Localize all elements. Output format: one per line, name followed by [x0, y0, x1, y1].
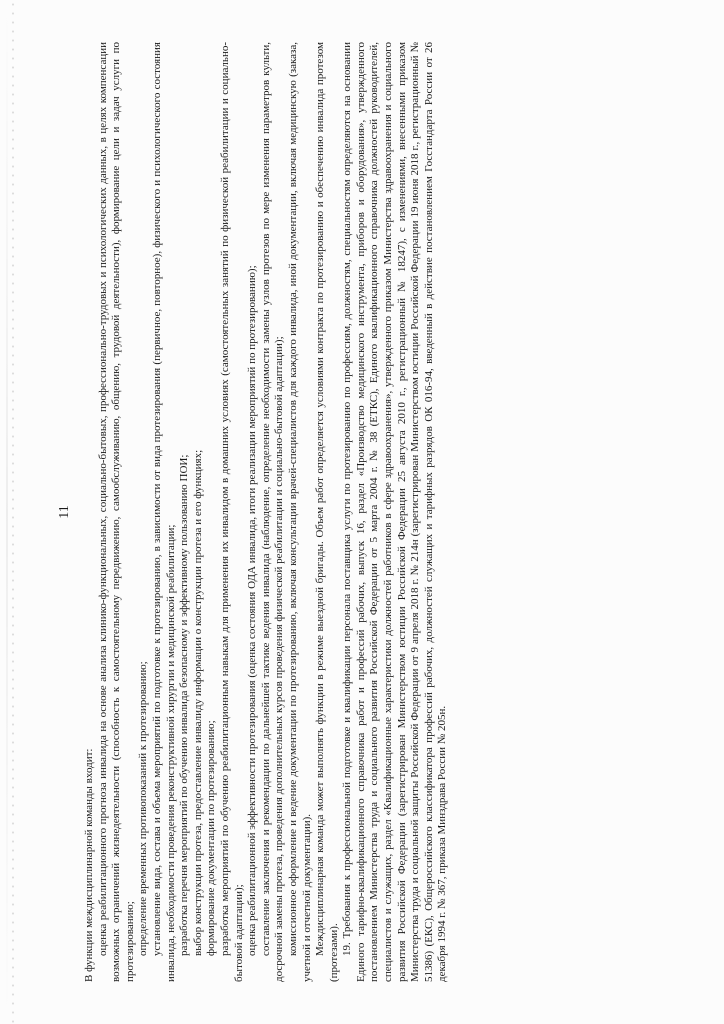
document-body [83, 42, 450, 982]
list-item: оценка реабилитационного прогноза инвалида на основе анализа клинико-функциональных, социально-бытовых, профессионально-трудовых и психологических данных, в целях компенсации возможных ограничений жизнедеятельности (способность к самостоятельному передвижению, самообслуживанию, общению, трудовой деятельности), формирование цели и задач услуги по протезированию; [96, 42, 136, 982]
list-item: комиссионное оформление и ведение документации по протезированию, включая консультации врачей-специалистов для каждого инвалида, иной документации, включая медицинскую (заказа, учетной и отчетной документации). [286, 42, 313, 982]
list-item: выбор конструкции протеза, предоставление инвалиду информации о конструкции протеза и его функциях; [191, 449, 204, 956]
rotated-document-content [57, 42, 667, 982]
list-item: формирование документации по протезированию; [205, 720, 218, 956]
list-item: составление заключения и рекомендации по дальнейшей тактике ведения инвалида (наблюдение, определение необходимости замены узлов протезов по мере изменения параметров культи, досрочной замены протеза, проведения дополнительных курсов проведения физической реабилитации и социально-бытовой адаптации); [259, 42, 286, 982]
page-number: 11 [57, 505, 72, 519]
intro-paragraph: В функции междисциплинарной команды входит: [83, 748, 95, 982]
list-item: оценка реабилитационной эффективности протезирования (оценка состояния ОДА инвалида, итоги реализации мероприятий по протезированию); [246, 265, 259, 956]
list-item: установление вида, состава и объема мероприятий по подготовке к протезированию, в зависимости от вида протезирования (первичное, повторное), физического и психологического состояния инвалида, необходимости проведения реконструктивной хирургии и медицинской реабилитации; [150, 42, 177, 982]
team-mode-paragraph: Междисциплинарная команда может выполнять функции в режиме выездной бригады. Объем работ определяется условиями контракта по протезированию и обеспечению инвалида протезом (протезами). [314, 42, 340, 982]
list-item: разработка перечня мероприятий по обучению инвалида безопасному и эффективному пользованию ПОИ; [178, 454, 191, 956]
list-item: определение временных противопоказаний к протезированию; [137, 661, 150, 956]
scan-perforation-dots [10, 0, 16, 1024]
scan-edge-shadow [6, 0, 8, 1024]
list-item: разработка мероприятий по обучению реабилитационным навыкам для применения их инвалидом в домашних условиях (самостоятельных занятий по физической реабилитации и социально-бытовой адаптации); [218, 42, 245, 982]
section-19-paragraph: 19. Требования к профессиональной подготовке и квалификации персонала поставщика услуги по протезированию по профессиям, должностям, специальностям определяются на основании Единого тарифно-квалификационного справочника работ и профессий рабочих, выпуск 16, раздел «Производство медицинского инструмента, приборов и оборудования», утвержденного постановлением Министерства труда и социального развития Российской Федерации от 5 марта 2004 г. № 38 (ЕТКС), Единого квалификационного справочника должностей руководителей, специалистов и служащих, раздел «Квалификационные характеристики должностей работников в сфере здравоохранения», утвержденного приказом Министерства здравоохранения и социального развития Российской Федерации (зарегистрирован Министерством юстиции Российской Федерации 25 августа 2010 г., регистрационный № 18247), с изменениями, внесенными приказом Министерства труда и социальной защиты Российской Федерации от 9 апреля 2018 г. № 214н (зарегистрирован Министерством юстиции Российской Федерации 19 июня 2018 г., регистрационный № 51386) (ЕКС), Общероссийского классификатора профессий рабочих, должностей служащих и тарифных разрядов ОК 016-94, введенный в действие постановлением Госстандарта России от 26 декабря 1994 г. № 367, приказа Минздрава России № 205н. [341, 42, 449, 982]
